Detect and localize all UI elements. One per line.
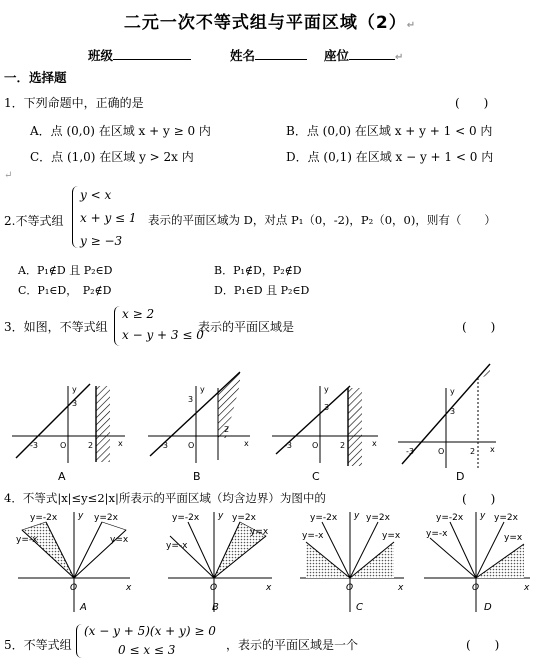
q4-label-b: B [212, 602, 219, 613]
q5-prefix: 5．不等式组 [4, 638, 72, 652]
tick-label: O [438, 447, 445, 456]
line-label: y=2x [94, 513, 118, 523]
q2-option-c: C．P₁∈D， P₂∉D [18, 284, 112, 297]
section-choice-title: 一．选择题 [4, 70, 67, 85]
q3-label-c: C [312, 470, 320, 483]
q3-ineq1: x ≥ 2 [122, 307, 155, 321]
line-label: y=-x [302, 531, 324, 541]
name-blank [255, 48, 307, 60]
tick-label: -3 [406, 447, 414, 456]
q1-stem: 1．下列命题中，正确的是 [4, 96, 144, 110]
axis-label: x [118, 439, 123, 448]
q3-ineq2: x − y + 3 ≤ 0 [122, 328, 204, 342]
q4-stem: 4．不等式|x|≤y≤2|x|所表示的平面区域（均含边界）为图中的 [4, 491, 326, 505]
tick-label: 2 [224, 425, 230, 434]
q2-ineq1: y < x [80, 188, 112, 202]
axis-label: x [126, 583, 132, 593]
axis-label: y [78, 511, 84, 521]
paragraph-mark: ↵ [395, 52, 404, 63]
q4-label-d: D [484, 602, 492, 613]
line-label: y=2x [232, 513, 256, 523]
q2-ineq3: y ≥ −3 [80, 234, 123, 248]
seat-field [324, 46, 403, 64]
origin-label: O [70, 583, 78, 593]
axis-label: y [72, 385, 77, 394]
tick-label: O [312, 441, 319, 450]
q5-answer-paren: ( ) [466, 638, 500, 652]
axis-label: y [480, 511, 486, 521]
q4-answer-paren: ( ) [462, 492, 496, 506]
q4-graph-a [16, 511, 132, 613]
paragraph-mark: ↵ [406, 20, 417, 31]
page-title [0, 8, 540, 33]
axis-label: x [244, 439, 249, 448]
q2-option-d: D．P₁∈D 且 P₂∈D [214, 284, 310, 297]
line-label: y=x [110, 535, 129, 545]
line-label: y=2x [494, 513, 518, 523]
class-blank [113, 48, 191, 60]
tick-label: -3 [284, 441, 292, 450]
q2-prefix: 2.不等式组 [4, 214, 64, 228]
line-label: y=-x [426, 529, 448, 539]
class-field [88, 46, 191, 64]
tick-label: 2 [88, 441, 94, 450]
q1-option-a: A．点 (0,0) 在区域 x + y ≥ 0 内 [30, 124, 211, 138]
axis-label: y [354, 511, 360, 521]
q4-label-c: C [356, 602, 363, 613]
axis-label: x [266, 583, 272, 593]
axis-label: y [200, 385, 205, 394]
q3-label-b: B [193, 470, 201, 483]
axis-label: x [398, 583, 404, 593]
name-field [230, 46, 307, 64]
q3-a-region [96, 386, 110, 462]
line-label: y=x [250, 527, 269, 537]
axis-label: y [218, 511, 224, 521]
line-label: y=-2x [310, 513, 338, 523]
tick-label: 3 [450, 407, 456, 416]
q2-option-a: A．P₁∉D 且 P₂∈D [18, 264, 113, 277]
q3-suffix: 表示的平面区域是 [198, 320, 295, 334]
q3-prefix: 3．如图，不等式组 [4, 320, 108, 334]
class-label: 班级 [88, 48, 114, 63]
axis-label: x [524, 583, 530, 593]
q1-option-d: D．点 (0,1) 在区域 x − y + 1 < 0 内 [286, 150, 494, 164]
q4-graph-b [166, 511, 272, 613]
line-label: y=x [382, 531, 401, 541]
q1-option-b: B．点 (0,0) 在区域 x + y + 1 < 0 内 [286, 124, 493, 138]
origin-label: O [346, 583, 354, 593]
q3-c-region [348, 388, 362, 466]
q2-suffix: 表示的平面区域为 D，对点 P₁（0，-2)，P₂（0，0)，则有（ ） [148, 213, 496, 227]
name-label: 姓名 [230, 48, 256, 63]
line-label: y=-2x [436, 513, 464, 523]
paragraph-mark: ↵ [4, 170, 13, 181]
q4-figures [0, 508, 540, 620]
title-text: 二元一次不等式组与平面区域（2） [123, 13, 407, 33]
line-label: y=-x [16, 535, 38, 545]
q4-graph-c [300, 511, 404, 613]
q3-label-d: D [456, 470, 465, 483]
tick-label: 3 [188, 395, 194, 404]
seat-label: 座位 [324, 48, 350, 63]
q4-label-a: A [80, 602, 87, 613]
tick-label: 2 [340, 441, 346, 450]
tick-label: -3 [30, 441, 38, 450]
line-label: y=-x [166, 541, 188, 551]
q2-brace [72, 186, 79, 248]
q1-option-c: C．点 (1,0) 在区域 y > 2x 内 [30, 150, 194, 164]
q3-graph-a [12, 384, 125, 483]
line-label: y=-2x [172, 513, 200, 523]
q3-label-a: A [58, 470, 66, 483]
tick-label: -3 [160, 441, 168, 450]
axis-label: y [324, 385, 329, 394]
q5-brace [76, 624, 83, 658]
q2-ineq2: x + y ≤ 1 [80, 211, 137, 225]
line-label: y=-2x [30, 513, 58, 523]
tick-label: 3 [72, 399, 78, 408]
q3-graph-d [398, 364, 496, 483]
tick-label: 2 [470, 447, 476, 456]
axis-label: y [450, 387, 455, 396]
q3-answer-paren: ( ) [462, 320, 496, 334]
q5-suffix: ，表示的平面区域是一个 [226, 638, 359, 652]
q3-brace [114, 306, 121, 346]
tick-label: O [60, 441, 67, 450]
q5-ineq1: (x − y + 5)(x + y) ≥ 0 [84, 624, 216, 638]
q5-ineq2: 0 ≤ x ≤ 3 [118, 643, 176, 657]
line-label: y=x [504, 533, 523, 543]
axis-label: x [372, 439, 377, 448]
q4-graph-d [424, 511, 530, 613]
line-label: y=2x [366, 513, 390, 523]
seat-blank [349, 48, 395, 60]
axis-label: x [490, 445, 495, 454]
q3-graph-b [148, 372, 250, 483]
q3-figures [0, 358, 540, 486]
q3-graph-c [272, 385, 378, 483]
tick-label: O [188, 441, 195, 450]
origin-label: O [472, 583, 480, 593]
q1-answer-paren: ( ) [455, 96, 489, 110]
q2-option-b: B．P₁∉D，P₂∉D [214, 264, 302, 277]
tick-label: 3 [324, 403, 330, 412]
origin-label: O [210, 583, 218, 593]
